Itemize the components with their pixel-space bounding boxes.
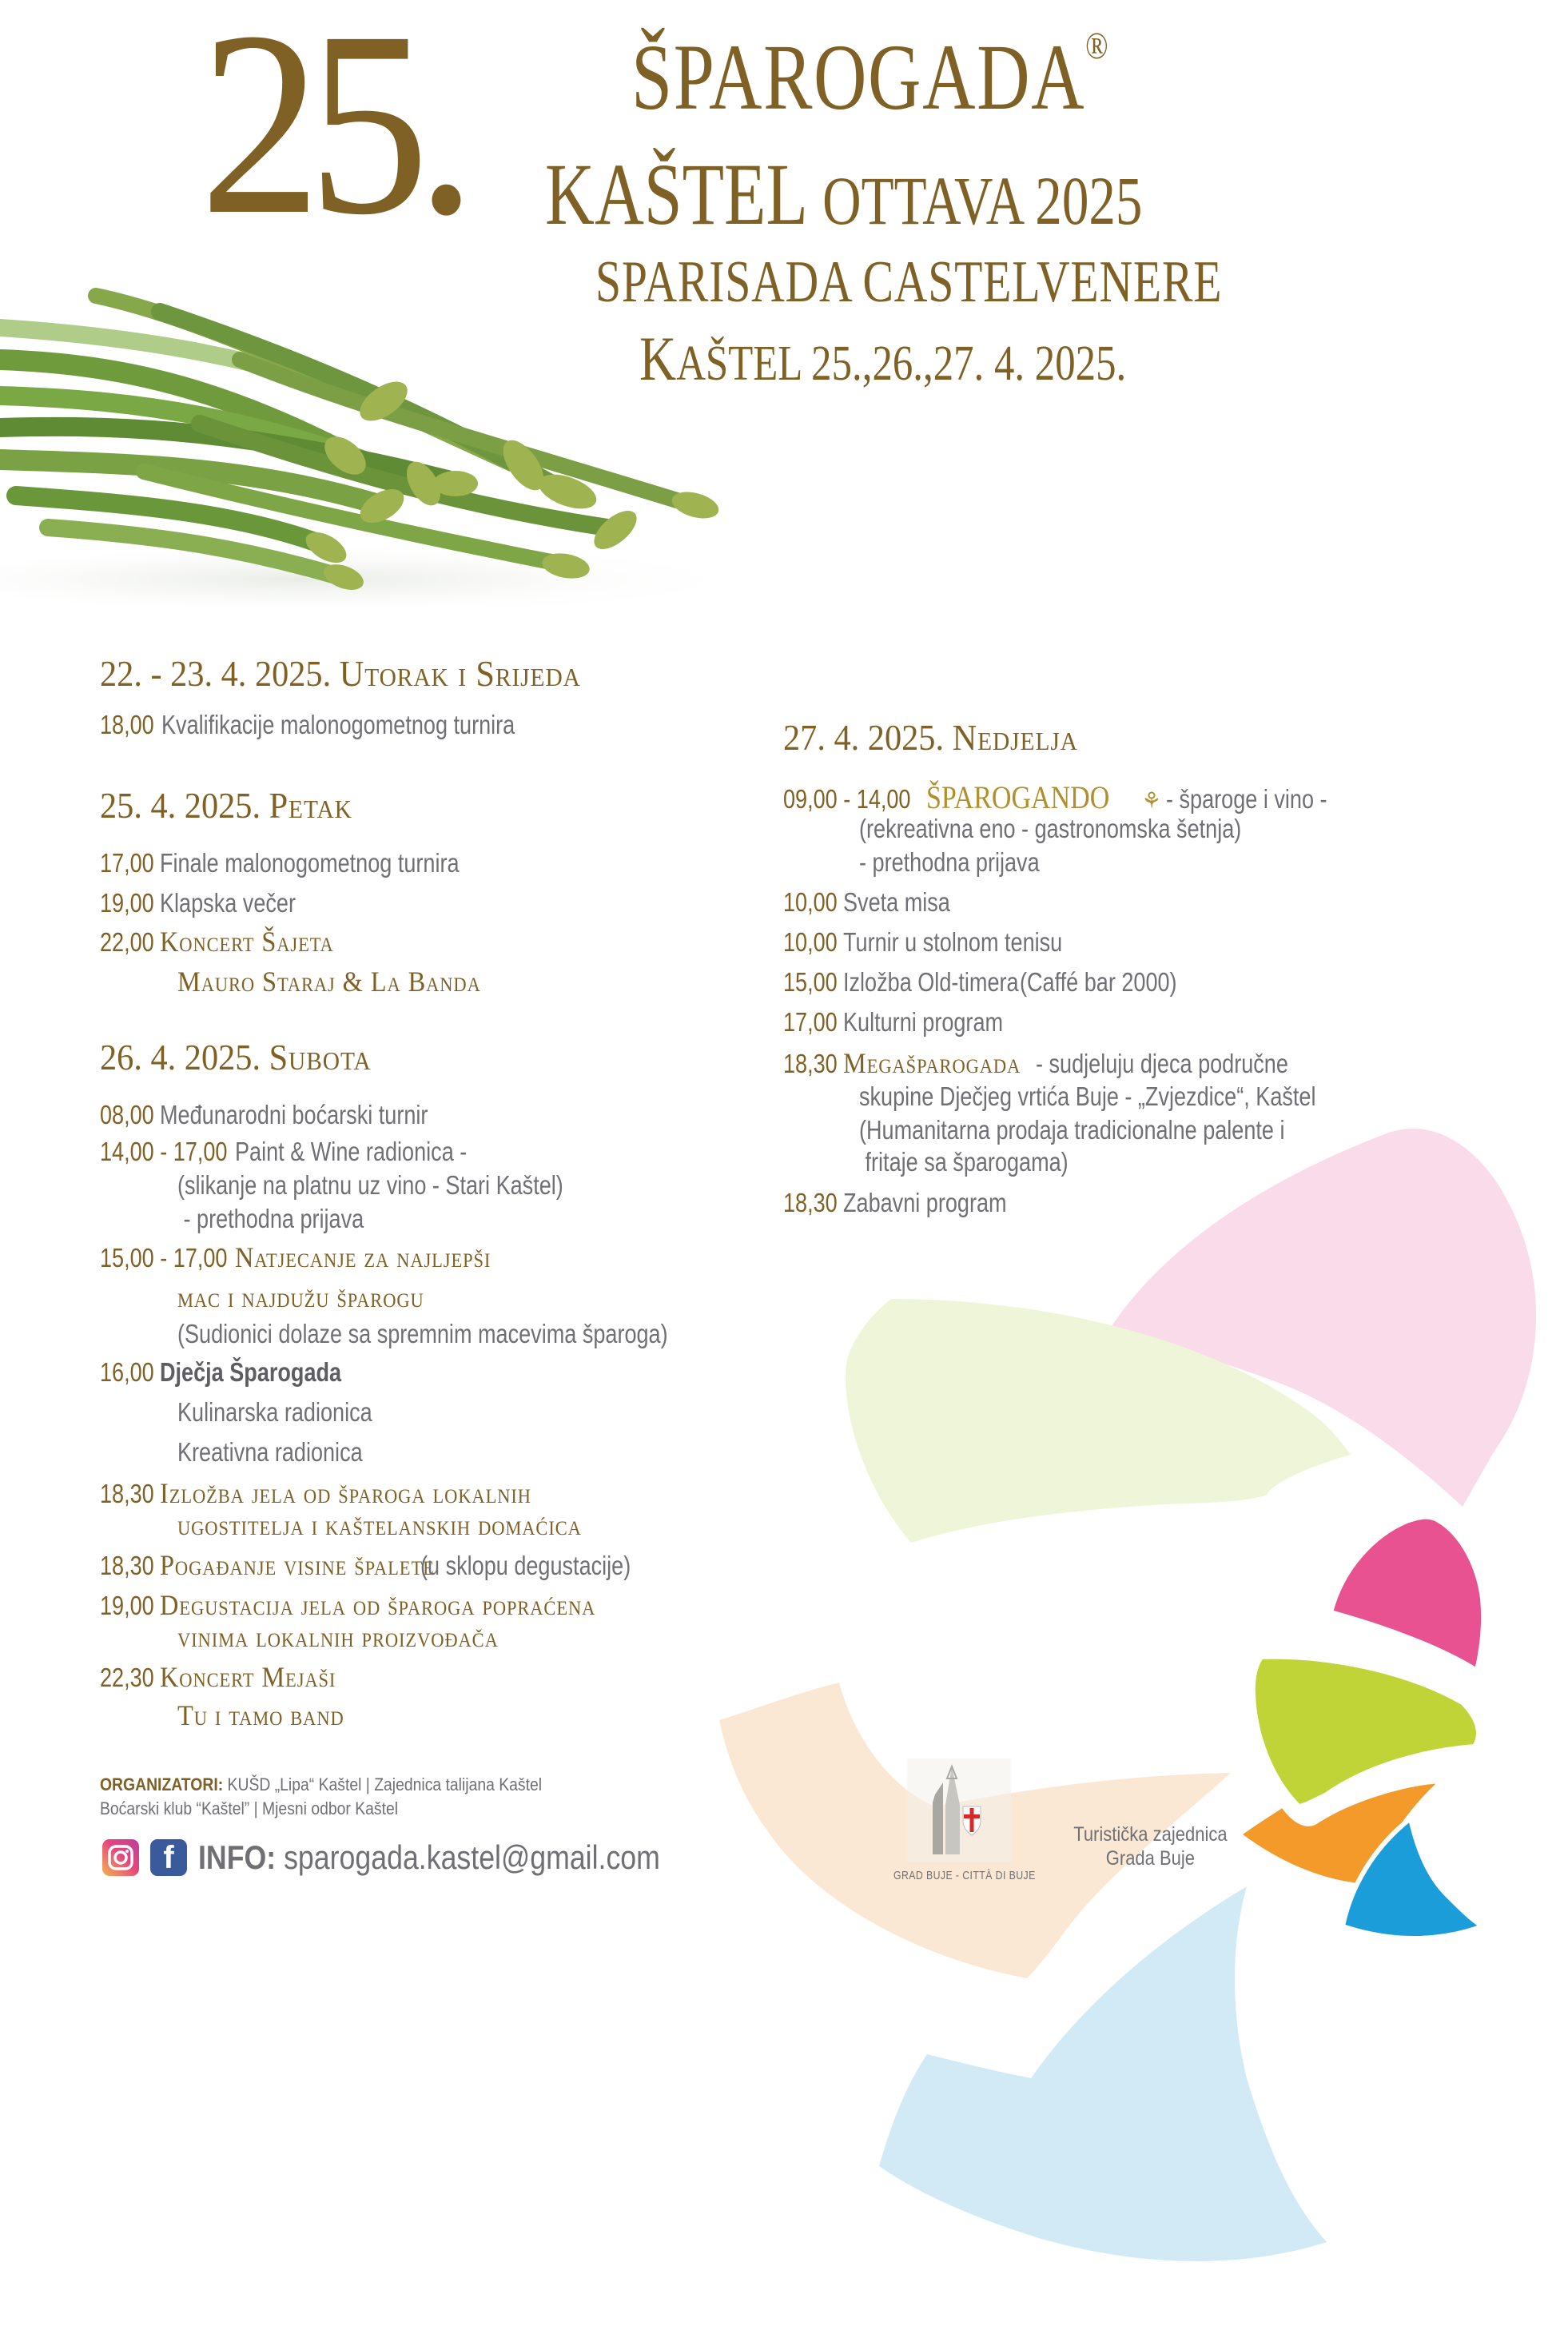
event-note (177, 1320, 775, 1347)
event-text: mac i najdužu šparogu (177, 1281, 424, 1313)
dates-value: 25.,26.,27. 4. 2025. (811, 337, 1127, 391)
event-row (100, 1138, 518, 1165)
event-time: 19,00 (100, 888, 154, 918)
day-name: Subota (269, 1037, 372, 1077)
event-time: 22,30 (100, 1663, 154, 1692)
event-note (177, 1205, 404, 1232)
event-row (100, 890, 325, 916)
event-row (100, 1101, 487, 1128)
event-note-text: (rekreativna eno - gastronomska šetnja) (859, 814, 1242, 843)
location-name: KAŠTEL (545, 145, 806, 243)
event-row (783, 779, 1363, 815)
event-time: 18,30 (783, 1188, 838, 1217)
wine-glass-icon: ⚘ (1141, 789, 1162, 814)
asparagus-photo (0, 264, 767, 607)
organizers-line-1 (100, 1773, 542, 1797)
petal-lime (1253, 1657, 1478, 1806)
event-text: Zabavni program (842, 1188, 1007, 1217)
event-text: Paint & Wine radionica - (234, 1137, 467, 1166)
event-text: - šparoge i vino - (1166, 784, 1327, 814)
event-text: vinima lokalnih proizvođača (177, 1621, 499, 1653)
event-text: Dječja Šparogada (159, 1357, 341, 1387)
event-time: 10,00 (783, 887, 838, 917)
event-text: Izložba Old-timera (842, 967, 1019, 997)
organizers-label: ORGANIZATORI: (100, 1774, 224, 1794)
event-row (100, 1359, 381, 1385)
event-note-text: (Sudionici dolaze sa spremnim macevima šparoga) (177, 1319, 668, 1348)
italian-subtitle: OTTAVA 2025 (822, 162, 1143, 239)
event-row (100, 850, 524, 876)
event-row (100, 1243, 519, 1272)
event-text: Koncert Šajeta (159, 926, 334, 958)
day-name: Nedjelja (952, 717, 1078, 758)
registered-mark: ® (1085, 25, 1108, 67)
event-note-text: skupine Dječjeg vrtića Buje - „Zvjezdice“, Kaštel (859, 1081, 1316, 1111)
event-text: Klapska večer (159, 888, 296, 918)
event-row (783, 1049, 1343, 1077)
event-text: Turnir u stolnom tenisu (842, 927, 1062, 957)
organizers (100, 1773, 542, 1820)
event-text: Kreativna radionica (177, 1437, 363, 1467)
dates-prefix-rest: AŠTEL (676, 337, 802, 391)
event-row (783, 1189, 1042, 1216)
event-time: 14,00 - 17,00 (100, 1137, 228, 1166)
event-continuation (177, 1623, 534, 1651)
event-time: 22,00 (100, 927, 154, 957)
event-time: 18,30 (100, 1479, 154, 1508)
italian-festival-name: SPARISADA CASTELVENERE (595, 249, 1223, 315)
event-time: 19,00 (100, 1591, 154, 1620)
day-name: Utorak i Srijeda (339, 653, 581, 694)
day-heading-fri (100, 787, 352, 824)
event-text: Međunarodni boćarski turnir (159, 1100, 428, 1129)
tourist-board-line-1: Turistička zajednica (1073, 1823, 1228, 1846)
day-name: Petak (269, 785, 352, 826)
event-text: Finale malonogometnog turnira (159, 848, 460, 878)
petal-pink (1331, 1517, 1483, 1671)
event-note (859, 1117, 1378, 1143)
event-row (100, 1479, 572, 1508)
event-text: Izložba jela od šparoga lokalnih (159, 1477, 531, 1509)
event-text: Tu i tamo band (177, 1699, 344, 1731)
info-email-link[interactable]: sparogada.kastel@gmail.com (284, 1838, 660, 1876)
event-time: 08,00 (100, 1100, 154, 1129)
event-note (859, 815, 1325, 842)
event-time: 16,00 (100, 1357, 154, 1387)
event-time: 17,00 (783, 1007, 838, 1037)
event-text: Kvalifikacije malonogometnog turnira (161, 710, 515, 739)
event-continuation (177, 1283, 452, 1312)
event-time: 17,00 (100, 848, 154, 878)
info-contact (198, 1838, 660, 1877)
event-note-text: (slikanje na platnu uz vino - Stari Kaštel) (177, 1170, 563, 1200)
event-row (783, 969, 1212, 995)
day-heading-tue-wed (100, 655, 581, 692)
event-row (783, 1009, 1038, 1035)
event-text: Kulinarska radionica (177, 1397, 372, 1427)
event-time: 15,00 (783, 967, 838, 997)
organizers-line-2: Boćarski klub “Kaštel” | Mjesni odbor Kaštel (100, 1798, 399, 1818)
edition-number: 25. (200, 0, 464, 269)
event-row (100, 711, 592, 738)
event-text: Pogađanje visine špalete (159, 1549, 435, 1581)
day-heading-sat (100, 1039, 372, 1076)
organizers-text: KUŠD „Lipa“ Kaštel | Zajednica talijana Kaštel (227, 1774, 543, 1794)
event-note-text: - prethodna prijava (859, 847, 1040, 877)
event-row (783, 929, 1110, 955)
tourist-board (1059, 1822, 1242, 1870)
flower-petals-logo (719, 1039, 1568, 2330)
day-heading-sun (783, 719, 1078, 756)
event-note (859, 1083, 1416, 1109)
event-continuation (177, 1439, 404, 1465)
event-note-text: - prethodna prijava (177, 1204, 364, 1233)
event-time: 09,00 - 14,00 (783, 784, 911, 814)
event-row (100, 927, 353, 956)
event-note (177, 1172, 648, 1198)
day-date: 25. 4. 2025. (100, 785, 261, 826)
event-text: Koncert Mejaši (159, 1661, 336, 1693)
event-row (100, 1551, 677, 1579)
day-date: 22. - 23. 4. 2025. (100, 653, 332, 694)
event-brand: Megašparogada (842, 1047, 1021, 1079)
event-text: Natjecanje za najljepši (234, 1241, 491, 1273)
event-text: Degustacija jela od šparoga popraćena (159, 1589, 595, 1621)
event-row (783, 889, 973, 915)
event-time: 10,00 (783, 927, 838, 957)
facebook-icon[interactable] (150, 1839, 187, 1876)
event-time: 18,00 (100, 710, 154, 739)
day-date: 27. 4. 2025. (783, 717, 945, 758)
day-date: 26. 4. 2025. (100, 1037, 261, 1077)
sparogando-logo-text: ŠPAROGANDO (925, 779, 1109, 815)
event-text: - sudjeluju djeca područne (1035, 1049, 1288, 1078)
festival-title-text: ŠPAROGADA (631, 25, 1086, 129)
tourist-board-line-2: Grada Buje (1105, 1847, 1196, 1870)
dates-prefix-cap: K (639, 324, 677, 393)
festival-location-line (545, 145, 1143, 243)
event-continuation (177, 967, 515, 996)
event-text: ugostitelja i kaštelanskih domaćica (177, 1509, 582, 1541)
event-text: Mauro Staraj & La Banda (177, 966, 481, 998)
event-continuation (177, 1399, 415, 1425)
grad-buje-caption: GRAD BUJE - CITTÀ DI BUJE (893, 1869, 1036, 1882)
event-text: Kulturni program (842, 1007, 1003, 1037)
grad-buje-logo (899, 1758, 1019, 1886)
event-continuation (177, 1701, 363, 1730)
event-suffix: (u sklopu degustacije) (420, 1551, 631, 1580)
event-note (859, 849, 1079, 875)
event-continuation (177, 1511, 627, 1539)
contact-bar (102, 1838, 742, 1877)
info-label: INFO: (198, 1838, 277, 1876)
event-note-text: fritaje sa šparogama) (859, 1147, 1069, 1177)
event-suffix: (Caffé bar 2000) (1020, 967, 1177, 997)
event-time: 18,30 (100, 1551, 154, 1580)
event-text: Sveta misa (842, 887, 950, 917)
event-time: 18,30 (783, 1049, 838, 1078)
event-note (859, 1149, 1114, 1175)
instagram-icon[interactable] (102, 1839, 139, 1876)
facebook-glyph: f (163, 1840, 174, 1875)
event-row (100, 1663, 355, 1691)
event-time: 15,00 - 17,00 (100, 1243, 228, 1273)
event-row (100, 1591, 643, 1619)
festival-title (631, 25, 1108, 129)
event-note-text: (Humanitarna prodaja tradicionalne palente i (859, 1115, 1285, 1145)
